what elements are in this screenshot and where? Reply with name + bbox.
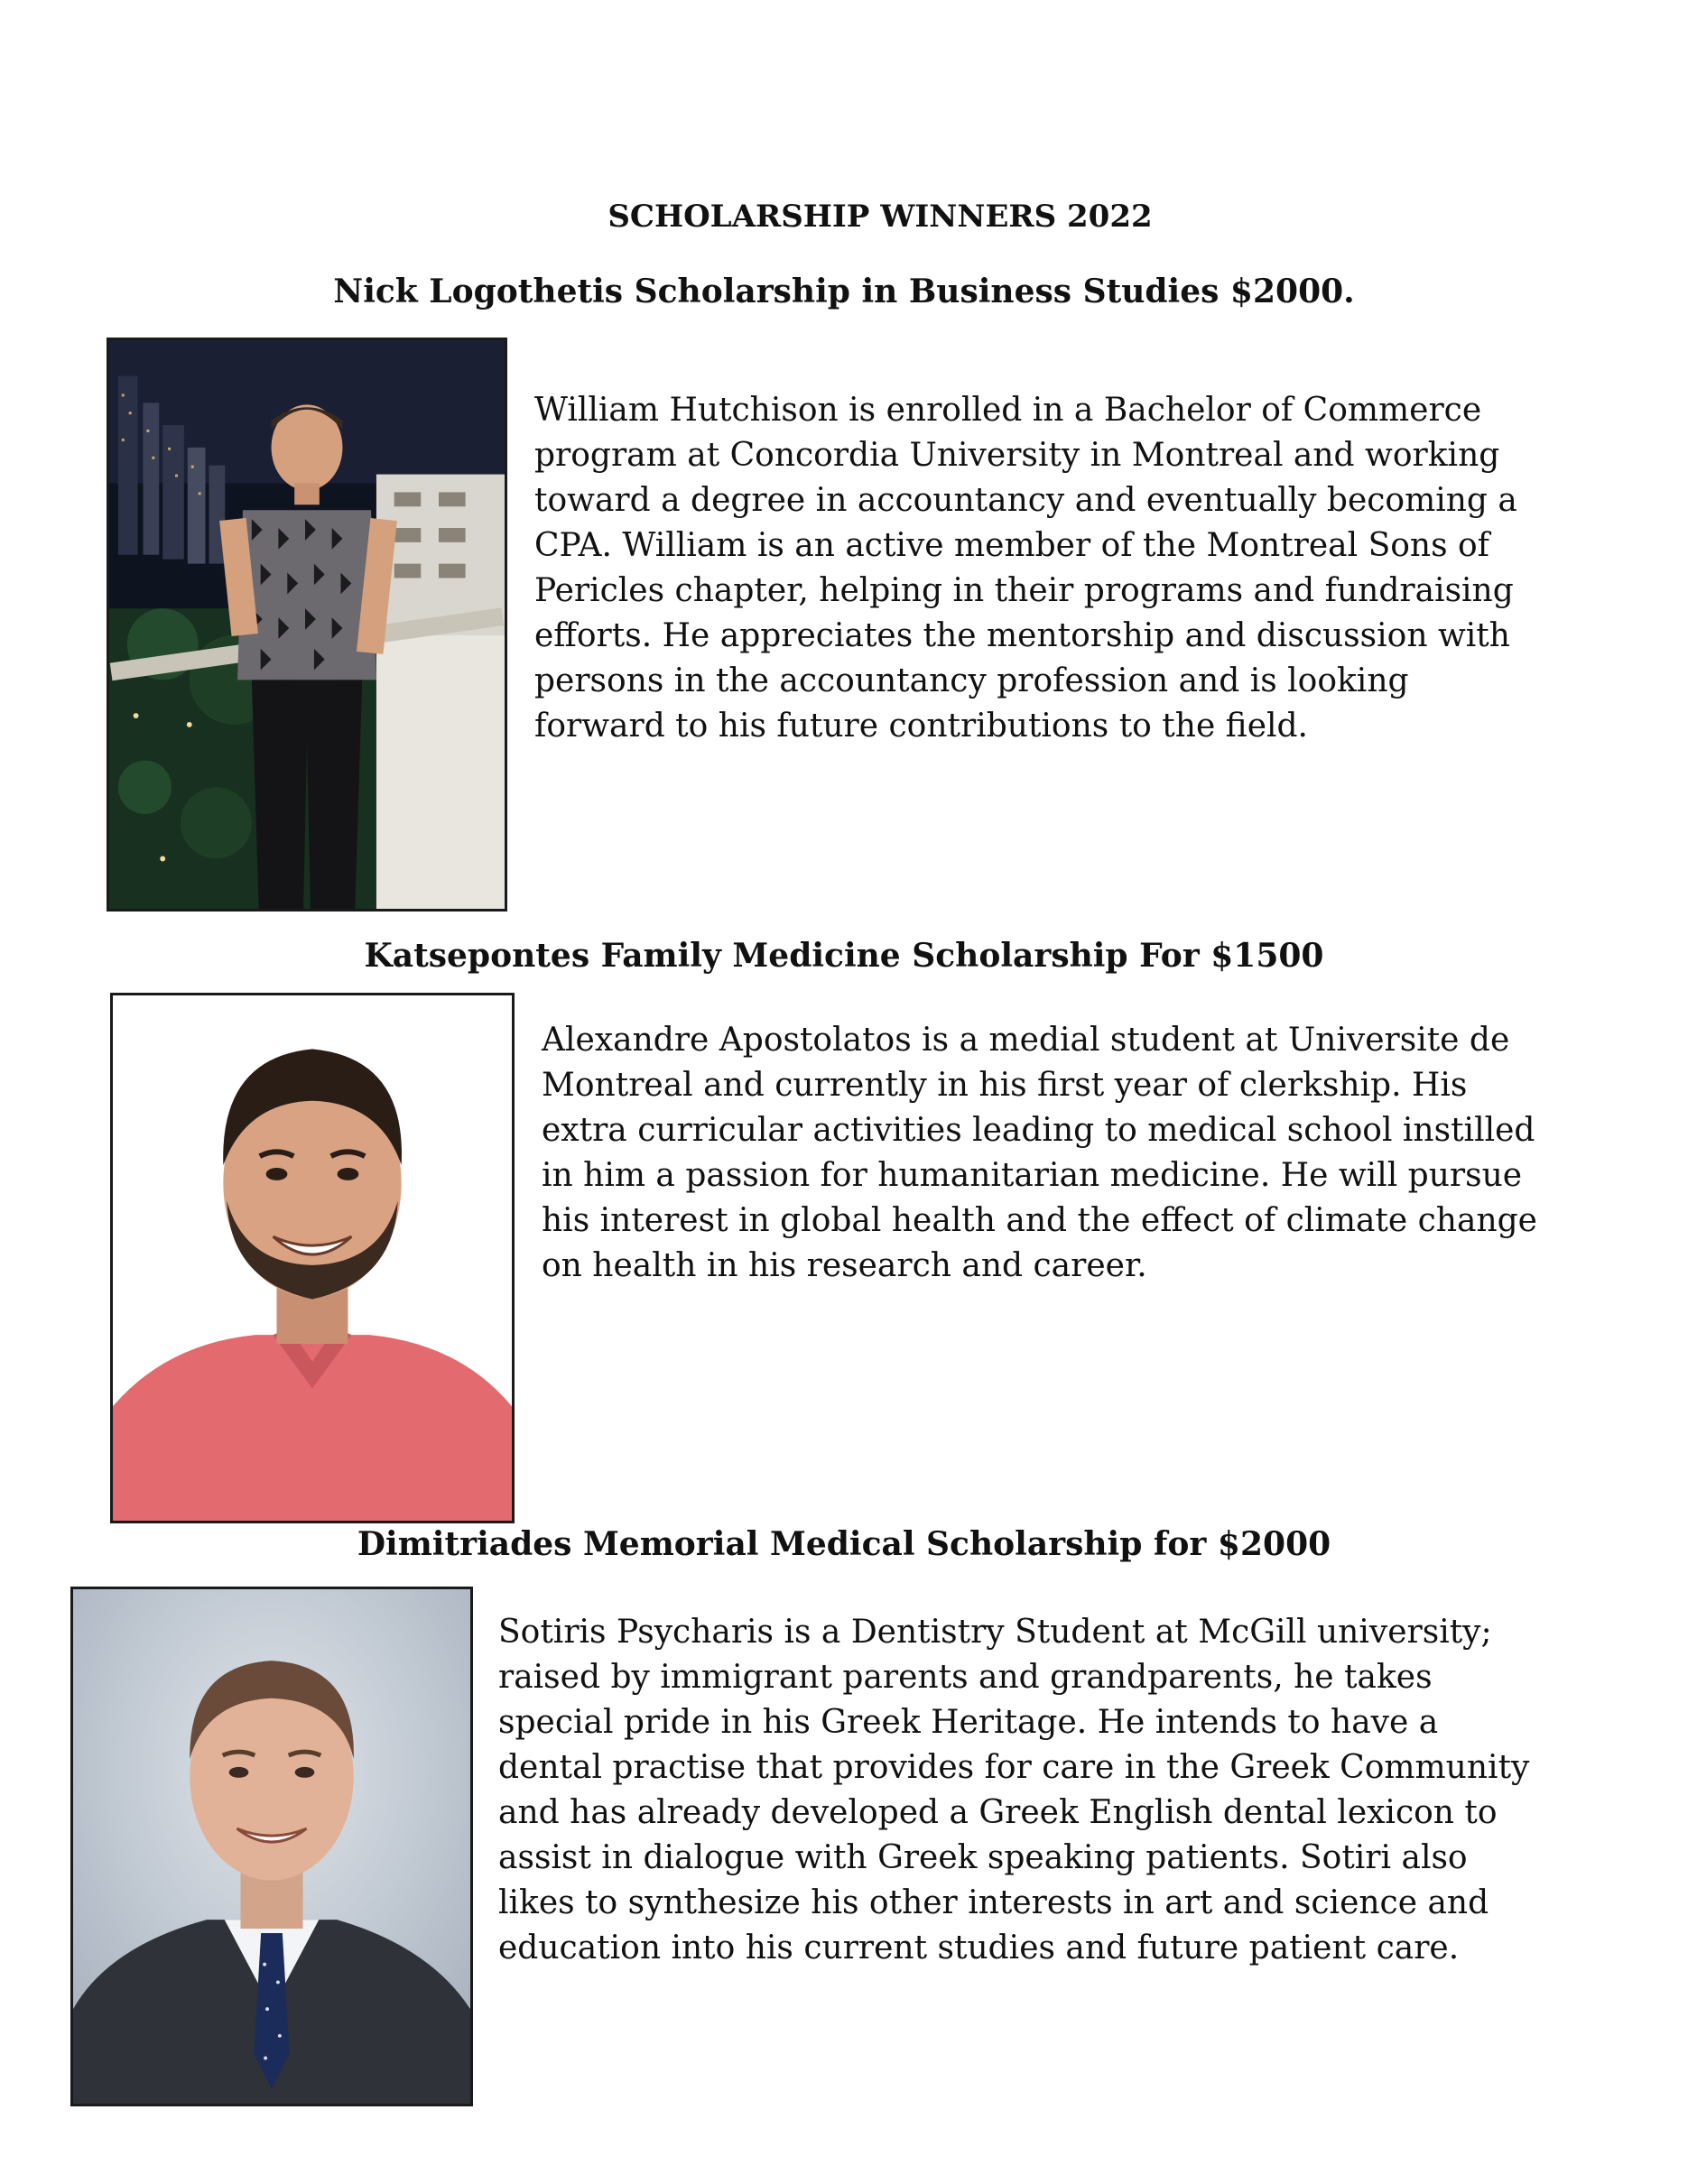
scholarship-heading-3: Dimitriades Memorial Medical Scholarship for $2000 xyxy=(357,1525,1331,1563)
scholarship-heading-2: Katsepontes Family Medicine Scholarship For $1500 xyxy=(364,937,1324,975)
scholarship-heading-1: Nick Logothetis Scholarship in Business Studies $2000. xyxy=(333,273,1355,310)
photo-alexandre-apostolatos xyxy=(110,993,515,1523)
bio-alexandre-apostolatos: Alexandre Apostolatos is a medial student at Universite de Montreal and currently in his first year of clerkship. His extra curricular activities leading to medical school instilled in him a passion for humanitarian medicine. He will pursue his interest in global health and the effect of climate change on health in his research and career. xyxy=(542,1022,1537,1284)
page-title: SCHOLARSHIP WINNERS 2022 xyxy=(607,199,1153,235)
photo-sotiris-psycharis xyxy=(70,1587,473,2106)
bio-william-hutchison: William Hutchison is enrolled in a Bachelor of Commerce program at Concordia University in Montreal and working toward a degree in accountancy and eventually becoming a CPA. William is an active member of the Montreal Sons of Pericles chapter, helping in their programs and fundraising efforts. He appreciates the mentorship and discussion with persons in the accountancy profession and is looking forward to his future contributions to the field. xyxy=(534,392,1517,745)
photo-william-hutchison xyxy=(107,338,507,912)
bio-sotiris-psycharis: Sotiris Psycharis is a Dentistry Student at McGill university; raised by immigrant parents and grandparents, he takes special pride in his Greek Heritage. He intends to have a dental practise that provides for care in the Greek Community and has already developed a Greek English dental lexicon to assist in dialogue with Greek speaking patients. Sotiri also likes to synthesize his other interests in art and science and education into his current studies and future patient care. xyxy=(498,1614,1530,1967)
